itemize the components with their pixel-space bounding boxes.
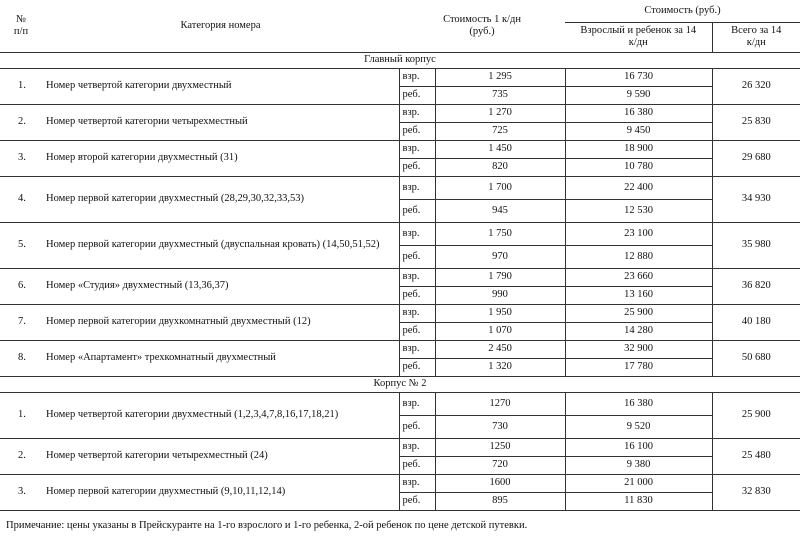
child-daily-cost: 945 (435, 199, 565, 222)
total-14-cost: 29 680 (712, 140, 800, 176)
total-14-cost: 36 820 (712, 268, 800, 304)
total-14-cost: 32 830 (712, 474, 800, 510)
adult-14-cost: 16 380 (565, 392, 712, 415)
table-row (0, 68, 800, 86)
adult-label: взр. (399, 392, 435, 415)
section-title: Главный корпус (0, 52, 800, 68)
child-14-cost: 13 160 (565, 286, 712, 304)
adult-daily-cost: 1 750 (435, 222, 565, 245)
adult-daily-cost: 1600 (435, 474, 565, 492)
adult-label: взр. (399, 176, 435, 199)
adult-14-cost: 16 380 (565, 104, 712, 122)
child-label: реб. (399, 245, 435, 268)
total-14-cost: 26 320 (712, 68, 800, 104)
child-14-cost: 14 280 (565, 322, 712, 340)
room-number: 2. (0, 104, 42, 140)
room-name: Номер четвертой категории двухместный (46, 80, 232, 92)
room-number: 4. (0, 176, 42, 222)
child-daily-cost: 895 (435, 492, 565, 510)
room-name: Номер «Апартамент» трехкомнатный двухместный (42, 340, 399, 376)
adult-daily-cost: 1 790 (435, 268, 565, 286)
total-14-cost: 50 680 (712, 340, 800, 376)
adult-label: взр. (399, 104, 435, 122)
adult-label: взр. (399, 340, 435, 358)
child-14-cost: 9 520 (565, 415, 712, 438)
room-name: Номер четвертой категории четырехместный (24) (42, 438, 399, 474)
room-name: Номер четвертой категории четырехместный (42, 104, 399, 140)
adult-label: взр. (399, 304, 435, 322)
footnote: Примечание: цены указаны в Прейскуранте на 1-го взрослого и 1-го ребенка, 2-ой ребенок по цене детской путевки. (6, 520, 528, 531)
child-daily-cost: 970 (435, 245, 565, 268)
room-number: 8. (0, 340, 42, 376)
child-14-cost: 9 450 (565, 122, 712, 140)
adult-daily-cost: 1 950 (435, 304, 565, 322)
table-row (0, 104, 800, 122)
room-number: 2. (0, 438, 42, 474)
child-label: реб. (399, 199, 435, 222)
room-name: Номер четвертой категории двухместный (1,2,3,4,7,8,16,17,18,21) (46, 409, 339, 421)
child-label: реб. (399, 456, 435, 474)
child-daily-cost: 820 (435, 158, 565, 176)
adult-daily-cost: 1250 (435, 438, 565, 456)
adult-14-cost: 23 100 (565, 222, 712, 245)
total-14-cost: 34 930 (712, 176, 800, 222)
adult-14-cost: 32 900 (565, 340, 712, 358)
adult-14-cost: 22 400 (565, 176, 712, 199)
adult-label: взр. (399, 140, 435, 158)
table-row (0, 340, 800, 358)
room-name: Номер первой категории двухместный (двуспальная кровать) (14,50,51,52) (42, 222, 399, 268)
child-daily-cost: 720 (435, 456, 565, 474)
table-row (0, 176, 800, 199)
adult-label: взр. (399, 474, 435, 492)
room-name: Номер первой категории двухкомнатный двухместный (12) (42, 304, 399, 340)
adult-daily-cost: 1 700 (435, 176, 565, 199)
table-row (0, 140, 800, 158)
child-daily-cost: 1 320 (435, 358, 565, 376)
header-adult-child-14: Взрослый и ребенок за 14 к/дн (565, 22, 712, 52)
child-daily-cost: 730 (435, 415, 565, 438)
room-number: 7. (0, 304, 42, 340)
child-label: реб. (399, 322, 435, 340)
adult-14-cost: 16 100 (565, 438, 712, 456)
room-number: 1. (18, 409, 26, 421)
table-row (0, 222, 800, 245)
child-label: реб. (399, 86, 435, 104)
child-14-cost: 17 780 (565, 358, 712, 376)
child-label: реб. (399, 415, 435, 438)
room-number: 5. (0, 222, 42, 268)
section-title: Корпус № 2 (0, 376, 800, 392)
adult-label: взр. (399, 222, 435, 245)
room-number: 3. (0, 140, 42, 176)
adult-daily-cost: 2 450 (435, 340, 565, 358)
room-name: Номер первой категории двухместный (9,10,11,12,14) (42, 474, 399, 510)
child-label: реб. (399, 122, 435, 140)
child-daily-cost: 990 (435, 286, 565, 304)
table-row (0, 438, 800, 456)
adult-label: взр. (399, 68, 435, 86)
room-name: Номер первой категории двухместный (28,29,30,32,33,53) (42, 176, 399, 222)
table-row (0, 304, 800, 322)
child-daily-cost: 1 070 (435, 322, 565, 340)
total-14-cost: 25 830 (712, 104, 800, 140)
adult-14-cost: 21 000 (565, 474, 712, 492)
table-row (0, 474, 800, 492)
table-row (0, 268, 800, 286)
adult-daily-cost: 1 270 (435, 104, 565, 122)
child-label: реб. (399, 158, 435, 176)
child-label: реб. (399, 286, 435, 304)
header-cost-daily: Стоимость 1 к/дн (руб.) (443, 14, 521, 37)
child-14-cost: 9 380 (565, 456, 712, 474)
child-label: реб. (399, 358, 435, 376)
total-14-cost: 35 980 (712, 222, 800, 268)
total-14-cost: 25 900 (712, 392, 800, 438)
child-14-cost: 10 780 (565, 158, 712, 176)
adult-14-cost: 23 660 (565, 268, 712, 286)
adult-daily-cost: 1 450 (435, 140, 565, 158)
child-14-cost: 9 590 (565, 86, 712, 104)
adult-label: взр. (399, 438, 435, 456)
adult-daily-cost: 1270 (435, 392, 565, 415)
adult-daily-cost: 1 295 (435, 68, 565, 86)
room-number: 1. (18, 80, 26, 92)
header-cost-rub: Стоимость (руб.) (644, 4, 721, 16)
room-name: Номер «Студия» двухместный (13,36,37) (42, 268, 399, 304)
adult-14-cost: 25 900 (565, 304, 712, 322)
room-number: 6. (0, 268, 42, 304)
child-label: реб. (399, 492, 435, 510)
child-14-cost: 12 530 (565, 199, 712, 222)
child-daily-cost: 725 (435, 122, 565, 140)
room-number: 3. (0, 474, 42, 510)
total-14-cost: 40 180 (712, 304, 800, 340)
total-14-cost: 25 480 (712, 438, 800, 474)
child-14-cost: 11 830 (565, 492, 712, 510)
adult-label: взр. (399, 268, 435, 286)
child-14-cost: 12 880 (565, 245, 712, 268)
header-total-14: Всего за 14 к/дн (712, 22, 800, 52)
header-category: Категория номера (180, 19, 261, 31)
adult-14-cost: 16 730 (565, 68, 712, 86)
table-row (0, 392, 800, 415)
adult-14-cost: 18 900 (565, 140, 712, 158)
header-num: № п/п (13, 14, 29, 37)
child-daily-cost: 735 (435, 86, 565, 104)
room-name: Номер второй категории двухместный (31) (42, 140, 399, 176)
